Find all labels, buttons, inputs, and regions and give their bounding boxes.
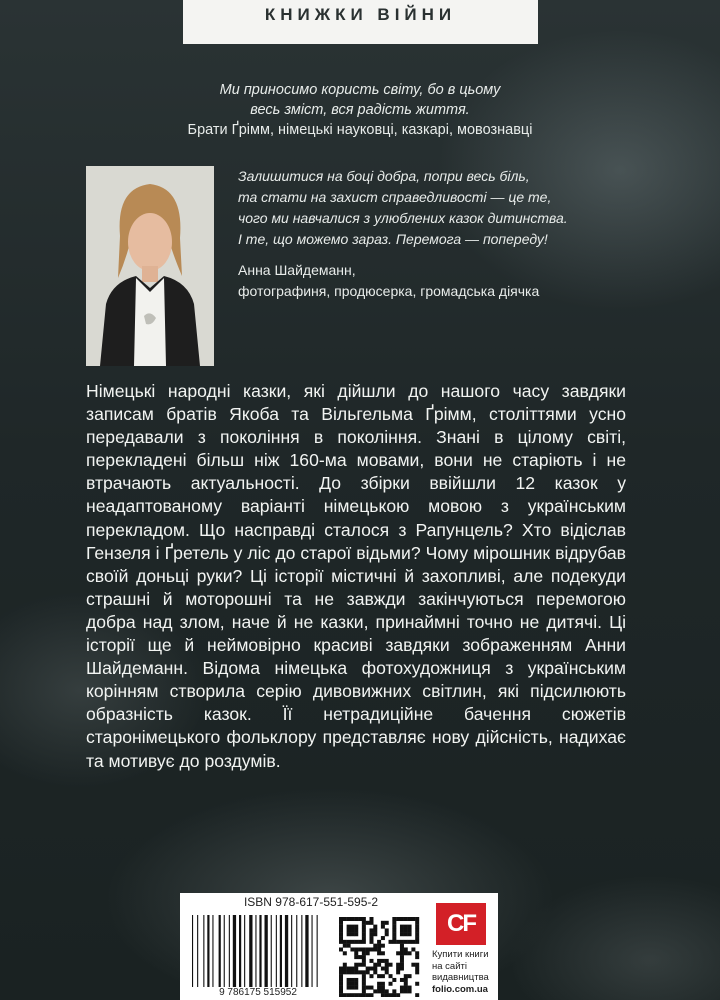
qr-module [415, 963, 419, 967]
qr-module [385, 921, 389, 925]
qr-module [389, 963, 393, 967]
anna-quote [238, 166, 618, 302]
qr-module [396, 963, 400, 967]
qr-module [396, 917, 400, 921]
qr-module [366, 986, 370, 990]
anna-quote-author-name: Анна Шайдеманн, [238, 262, 356, 278]
qr-module [366, 967, 370, 971]
qr-module [350, 917, 354, 921]
qr-module [354, 917, 358, 921]
barcode-bar [197, 915, 198, 987]
qr-module [408, 917, 412, 921]
qr-module [369, 936, 373, 940]
qr-module [339, 974, 343, 978]
qr-module [350, 940, 354, 944]
qr-module [385, 993, 389, 997]
qr-module [381, 944, 385, 948]
qr-module [343, 967, 347, 971]
qr-module [358, 917, 362, 921]
qr-module [385, 928, 389, 932]
qr-module [362, 921, 366, 925]
qr-module [362, 940, 366, 944]
author-photo [86, 166, 214, 366]
qr-module [381, 982, 385, 986]
qr-module [354, 932, 358, 936]
qr-module [404, 974, 408, 978]
qr-module [350, 970, 354, 974]
qr-module [408, 989, 412, 993]
qr-module [392, 978, 396, 982]
qr-module [350, 986, 354, 990]
barcode-bar [301, 915, 302, 987]
qr-module [366, 970, 370, 974]
qr-module [381, 959, 385, 963]
qr-module [377, 951, 381, 955]
qr-module [415, 955, 419, 959]
qr-module [377, 982, 381, 986]
qr-module [347, 982, 351, 986]
qr-module [415, 982, 419, 986]
qr-module [400, 940, 404, 944]
qr-module [415, 925, 419, 929]
qr-module [377, 986, 381, 990]
qr-module [392, 917, 396, 921]
qr-module [339, 928, 343, 932]
qr-module [415, 917, 419, 921]
qr-module [358, 963, 362, 967]
qr-module [358, 947, 362, 951]
qr-module [343, 944, 347, 948]
qr-module [354, 925, 358, 929]
qr-module [408, 951, 412, 955]
qr-module [354, 967, 358, 971]
qr-module [339, 970, 343, 974]
qr-module [415, 932, 419, 936]
grimm-quote-author: Брати Ґрімм, німецькі науковці, казкарі, мовознавці [187, 122, 533, 138]
qr-module [358, 940, 362, 944]
qr-module [362, 959, 366, 963]
isbn-label: ISBN 978-617-551-595-2 [243, 895, 379, 909]
barcode-bar [224, 915, 225, 987]
qr-module [343, 940, 347, 944]
qr-module [392, 936, 396, 940]
barcode-bar [233, 915, 236, 987]
qr-module [400, 959, 404, 963]
qr-module [385, 967, 389, 971]
qr-module [385, 989, 389, 993]
qr-module [392, 921, 396, 925]
grimm-quote-line-1: Ми приносимо користь світу, бо в цьому [219, 82, 501, 98]
qr-module [362, 986, 366, 990]
publisher-website-link[interactable]: folio.com.ua [432, 983, 488, 995]
qr-module [377, 944, 381, 948]
qr-module [400, 932, 404, 936]
qr-module [408, 974, 412, 978]
qr-module [362, 982, 366, 986]
qr-module [396, 993, 400, 997]
qr-module [366, 947, 370, 951]
qr-module [362, 932, 366, 936]
book-description: Німецькі народні казки, які дійшли до нашого часу завдяки записам братів Якоба та Вільгельма Ґрімм, століттями усно передавали з покоління в покоління. Знані в цілому світі, перекладені більш ніж 160-ма мовами, вони не старіють і не втрачають актуальності. До збірки ввійшли 12 казок у неадаптованому варіанті німецькою мовою з українським перекладом. Що насправді сталося з Рапунцель? Хто відіслав Гензеля і Ґретель у ліс до старої відьми? Чому мірошник відрубав своїй доньці руки? Ці історії містичні й захопливі, але подекуди страшні й моторошні та не завжди закінчуються перемогою добра над злом, наче й не казки, принаймні точно не дитячі. Ці історії ще й неймовірно красиві завдяки зображенням Анни Шайдеманн. Відома німецька фотохудожниця з українським корінням створила серію дивовижних світлин, які підсилюють образність казок. Її нетрадиційне бачення сюжетів старонімецького фольклору представляє нову дійсність, надихає та мотивує до роздумів. [86, 381, 626, 771]
qr-module [362, 936, 366, 940]
qr-module [366, 921, 370, 925]
qr-module [347, 970, 351, 974]
qr-module [381, 986, 385, 990]
qr-module [377, 989, 381, 993]
qr-module [343, 963, 347, 967]
qr-module [366, 951, 370, 955]
qr-module [373, 989, 377, 993]
qr-module [373, 944, 377, 948]
qr-module [415, 951, 419, 955]
qr-module [408, 940, 412, 944]
qr-module [415, 970, 419, 974]
publisher-line-1: Купити книги [432, 949, 489, 960]
anna-quote-line-4: І те, що можемо зараз. Перемога — попереду! [238, 231, 548, 247]
qr-module [362, 970, 366, 974]
qr-module [358, 955, 362, 959]
qr-module [381, 951, 385, 955]
qr-module [415, 967, 419, 971]
qr-module [369, 947, 373, 951]
qr-module [381, 989, 385, 993]
qr-module [347, 932, 351, 936]
qr-module [362, 917, 366, 921]
qr-module [415, 993, 419, 997]
barcode-bar [207, 915, 209, 987]
qr-module [400, 928, 404, 932]
qr-module [373, 928, 377, 932]
qr-module [381, 936, 385, 940]
qr-module [396, 940, 400, 944]
qr-module [392, 925, 396, 929]
qr-module [339, 947, 343, 951]
qr-module [369, 974, 373, 978]
qr-module [358, 970, 362, 974]
qr-module [362, 955, 366, 959]
qr-module [347, 944, 351, 948]
qr-module [339, 989, 343, 993]
qr-module [400, 947, 404, 951]
qr-module [339, 967, 343, 971]
qr-module [411, 940, 415, 944]
qr-module [400, 925, 404, 929]
qr-module [354, 940, 358, 944]
qr-module [381, 925, 385, 929]
qr-module [408, 932, 412, 936]
barcode-bar [239, 915, 241, 987]
isbn-panel [180, 893, 442, 1000]
qr-module [377, 940, 381, 944]
qr-module [385, 970, 389, 974]
qr-module [339, 921, 343, 925]
qr-module [404, 978, 408, 982]
qr-module [343, 917, 347, 921]
qr-module [408, 928, 412, 932]
qr-module [362, 989, 366, 993]
qr-module [350, 932, 354, 936]
qr-module [347, 978, 351, 982]
barcode-bar [312, 915, 313, 987]
barcode-bar [296, 915, 297, 987]
publisher-line-2: на сайті [432, 960, 467, 972]
barcode-bar [255, 915, 256, 987]
qr-module [369, 932, 373, 936]
qr-module [389, 974, 393, 978]
qr-module [362, 978, 366, 982]
qr-module [354, 955, 358, 959]
qr-module [339, 986, 343, 990]
qr-module [347, 986, 351, 990]
qr-module [343, 970, 347, 974]
qr-module [362, 974, 366, 978]
qr-module [396, 967, 400, 971]
qr-module [362, 928, 366, 932]
qr-module [350, 993, 354, 997]
barcode-bar [317, 915, 318, 987]
qr-module [411, 947, 415, 951]
barcode-bar [276, 915, 277, 987]
qr-module [408, 986, 412, 990]
qr-module [404, 940, 408, 944]
qr-module [350, 928, 354, 932]
qr-module [392, 993, 396, 997]
barcode-digits: 9 786175 515952 [219, 987, 297, 998]
qr-module [369, 921, 373, 925]
qr-module [415, 936, 419, 940]
qr-module [373, 967, 377, 971]
qr-module [347, 940, 351, 944]
qr-code-image[interactable] [337, 917, 421, 997]
qr-module [339, 917, 343, 921]
qr-module [347, 993, 351, 997]
publisher-text [432, 949, 498, 995]
qr-module [350, 967, 354, 971]
grimm-quote-line-2: весь зміст, вся радість життя. [250, 102, 470, 118]
qr-module [343, 993, 347, 997]
qr-module [347, 928, 351, 932]
qr-module [377, 947, 381, 951]
qr-module [347, 967, 351, 971]
qr-module [354, 986, 358, 990]
qr-module [415, 940, 419, 944]
qr-module [392, 940, 396, 944]
barcode-image [188, 915, 328, 987]
qr-module [369, 993, 373, 997]
qr-module [354, 951, 358, 955]
qr-module [404, 925, 408, 929]
barcode-bar [265, 915, 268, 987]
qr-module [404, 982, 408, 986]
qr-module [373, 970, 377, 974]
qr-module [339, 932, 343, 936]
barcode-bar [244, 915, 245, 987]
qr-module [354, 970, 358, 974]
anna-quote-line-3: чого ми навчалися з улюблених казок дитинства. [238, 210, 568, 226]
qr-module [389, 993, 393, 997]
qr-module [381, 974, 385, 978]
qr-module [400, 963, 404, 967]
qr-module [404, 932, 408, 936]
barcode-bar [219, 915, 221, 987]
author-portrait-image [86, 166, 214, 366]
qr-module [354, 993, 358, 997]
qr-module [389, 940, 393, 944]
anna-quote-line-2: та стати на захист справедливості — це те, [238, 189, 552, 205]
qr-module [404, 917, 408, 921]
qr-module [385, 959, 389, 963]
barcode-bar [280, 915, 282, 987]
qr-module [339, 978, 343, 982]
qr-module [354, 978, 358, 982]
qr-module [369, 959, 373, 963]
qr-module [400, 955, 404, 959]
qr-module [362, 963, 366, 967]
qr-module [400, 986, 404, 990]
qr-module [381, 967, 385, 971]
qr-module [339, 993, 343, 997]
qr-module [404, 928, 408, 932]
qr-module [366, 993, 370, 997]
qr-module [381, 993, 385, 997]
qr-module [350, 925, 354, 929]
qr-module [400, 989, 404, 993]
qr-module [404, 989, 408, 993]
qr-module [350, 947, 354, 951]
barcode-bar [305, 915, 308, 987]
qr-module [347, 917, 351, 921]
qr-module [392, 932, 396, 936]
qr-module [339, 940, 343, 944]
qr-module [404, 947, 408, 951]
barcode-bar [271, 915, 272, 987]
qr-module [396, 951, 400, 955]
publisher-panel [428, 893, 498, 1000]
qr-module [411, 917, 415, 921]
barcode-bar [212, 915, 213, 987]
publisher-logo: CF [436, 903, 486, 945]
qr-module [354, 928, 358, 932]
publisher-line-3: видавництва [432, 972, 489, 983]
qr-module [362, 951, 366, 955]
qr-module [377, 959, 381, 963]
anna-quote-author-role: фотографиня, продюсерка, громадська діячка [238, 283, 540, 299]
qr-module [381, 921, 385, 925]
qr-module [377, 974, 381, 978]
qr-module [362, 947, 366, 951]
barcode-bar [229, 915, 230, 987]
barcode-bar [192, 915, 193, 987]
qr-module [411, 963, 415, 967]
qr-module [373, 925, 377, 929]
series-title: КНИЖКИ ВІЙНИ [183, 0, 538, 44]
barcode-bar [203, 915, 204, 987]
qr-module [400, 944, 404, 948]
qr-module [350, 978, 354, 982]
qr-module [350, 982, 354, 986]
anna-quote-line-1: Залишитися на боці добра, попри весь біль, [238, 168, 530, 184]
barcode-bar [291, 915, 292, 987]
barcode-bar [259, 915, 261, 987]
qr-module [369, 967, 373, 971]
qr-module [408, 925, 412, 929]
qr-module [400, 951, 404, 955]
qr-module [369, 986, 373, 990]
qr-module [377, 963, 381, 967]
qr-module [354, 963, 358, 967]
qr-module [415, 928, 419, 932]
qr-module [362, 925, 366, 929]
qr-module [373, 947, 377, 951]
barcode-bar [285, 915, 288, 987]
qr-module [385, 932, 389, 936]
qr-module [389, 982, 393, 986]
qr-module [339, 936, 343, 940]
qr-module [339, 982, 343, 986]
qr-module [354, 982, 358, 986]
grimm-quote [120, 80, 600, 140]
qr-module [373, 932, 377, 936]
qr-module [392, 928, 396, 932]
qr-module [404, 986, 408, 990]
qr-module [339, 925, 343, 929]
qr-module [404, 951, 408, 955]
qr-module [369, 917, 373, 921]
qr-module [354, 947, 358, 951]
qr-module [400, 917, 404, 921]
qr-module [385, 963, 389, 967]
qr-module [392, 989, 396, 993]
qr-module [347, 925, 351, 929]
qr-module [343, 951, 347, 955]
qr-module [396, 970, 400, 974]
qr-module [369, 940, 373, 944]
qr-module [369, 928, 373, 932]
qr-module [400, 967, 404, 971]
qr-module [373, 963, 377, 967]
qr-module [362, 993, 366, 997]
qr-module [400, 978, 404, 982]
qr-module [358, 993, 362, 997]
qr-module [415, 921, 419, 925]
barcode-bar [249, 915, 252, 987]
